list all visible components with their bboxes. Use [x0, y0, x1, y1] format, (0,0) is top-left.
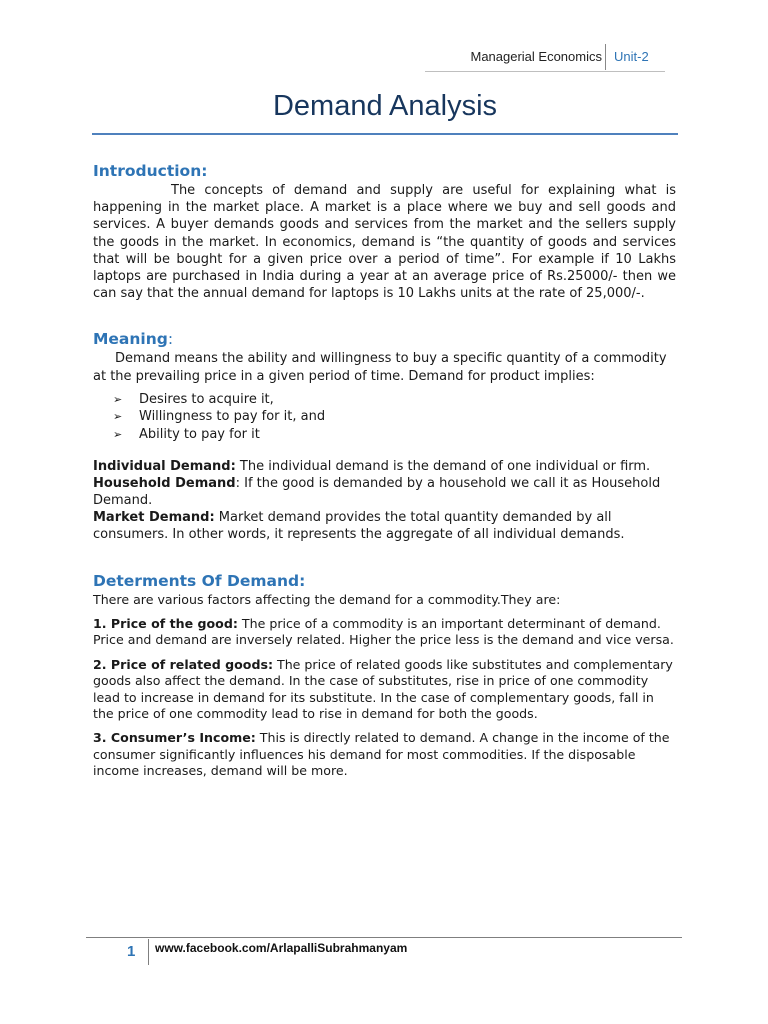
individual-demand	[93, 458, 676, 475]
introduction-text: The concepts of demand and supply are useful for explaining what is happening in the market place. A market is a place where we buy and sell goods and services. A buyer demands goods and services from the market and the sellers supply the goods in the market. In economics, demand is “the quantity of goods and services that will be bought for a given price over a period of time”. For example if 10 Lakhs laptops are purchased in India during a year at an average price of Rs.25000/- then we can say that the annual demand for laptops is 10 Lakhs units at the rate of 25,000/-.	[93, 183, 676, 302]
meaning-bullet-list	[93, 391, 676, 444]
meaning-heading-colon: :	[167, 330, 174, 349]
document-body	[93, 160, 676, 780]
arrow-bullet-icon: ➢	[113, 392, 123, 406]
market-demand-text: Market demand provides the total quantity demanded by all consumers. In other words, it represents the aggregate of all individual demands.	[93, 510, 625, 543]
list-item	[113, 408, 676, 426]
list-item-text: Desires to acquire it,	[139, 391, 274, 407]
arrow-bullet-icon: ➢	[113, 428, 123, 442]
household-demand-label: Household Demand	[93, 475, 236, 491]
footer-rule	[86, 937, 682, 938]
arrow-bullet-icon: ➢	[113, 410, 123, 424]
market-demand-label: Market Demand:	[93, 510, 215, 526]
header-unit: Unit-2	[614, 49, 649, 64]
header-rule	[425, 71, 665, 72]
page-title: Demand Analysis	[272, 90, 498, 122]
determinant-text: The price of related goods like substitutes and complementary goods also affect the demand. In the case of substitutes, rise in price of one commodity lead to increase in demand for its substitute. In the case of complementary goods, fall in the price of one commodity lead to rise in demand for both the goods.	[93, 656, 673, 722]
household-demand	[93, 475, 676, 509]
determents-intro: There are various factors affecting the demand for a commodity.They are:	[93, 591, 561, 607]
meaning-text: Demand means the ability and willingness to buy a specific quantity of a commodity at the prevailing price in a given period of time. Demand for product implies:	[93, 351, 667, 384]
determinant-item	[93, 730, 676, 779]
individual-demand-text: The individual demand is the demand of one individual or firm.	[235, 458, 651, 474]
footer-divider	[148, 939, 149, 965]
determinant-item	[93, 657, 676, 723]
page-number: 1	[127, 943, 136, 960]
title-rule	[92, 133, 678, 135]
header-divider	[605, 44, 606, 70]
household-demand-text: : If the good is demanded by a household we call it as Household Demand.	[93, 475, 661, 509]
determents-heading: Determents Of Demand:	[93, 571, 306, 590]
determinant-label: 1. Price of the good:	[93, 616, 238, 632]
individual-demand-label: Individual Demand:	[93, 458, 236, 474]
meaning-heading-text: Meaning	[93, 330, 168, 349]
determinant-text: This is directly related to demand. A change in the income of the consumer significantly influences his demand for most commodities. If the disposable income increases, demand will be more.	[93, 730, 670, 779]
determinant-label: 2. Price of related goods:	[93, 656, 273, 672]
introduction-heading: Introduction:	[93, 162, 208, 180]
determinant-item	[93, 616, 676, 649]
list-item	[113, 426, 676, 444]
footer-url: www.facebook.com/ArlapalliSubrahmanyam	[155, 941, 408, 955]
market-demand	[93, 509, 676, 543]
determinant-text: The price of a commodity is an important determinant of demand. Price and demand are inversely related. Higher the price less is the demand and vice versa.	[93, 616, 674, 648]
page-header	[0, 44, 768, 70]
list-item-text: Ability to pay for it	[139, 427, 260, 443]
header-subject: Managerial Economics	[470, 49, 602, 64]
list-item-text: Willingness to pay for it, and	[139, 409, 326, 425]
meaning-heading	[93, 328, 676, 350]
determinant-label: 3. Consumer’s Income:	[93, 730, 256, 746]
list-item	[113, 391, 676, 409]
